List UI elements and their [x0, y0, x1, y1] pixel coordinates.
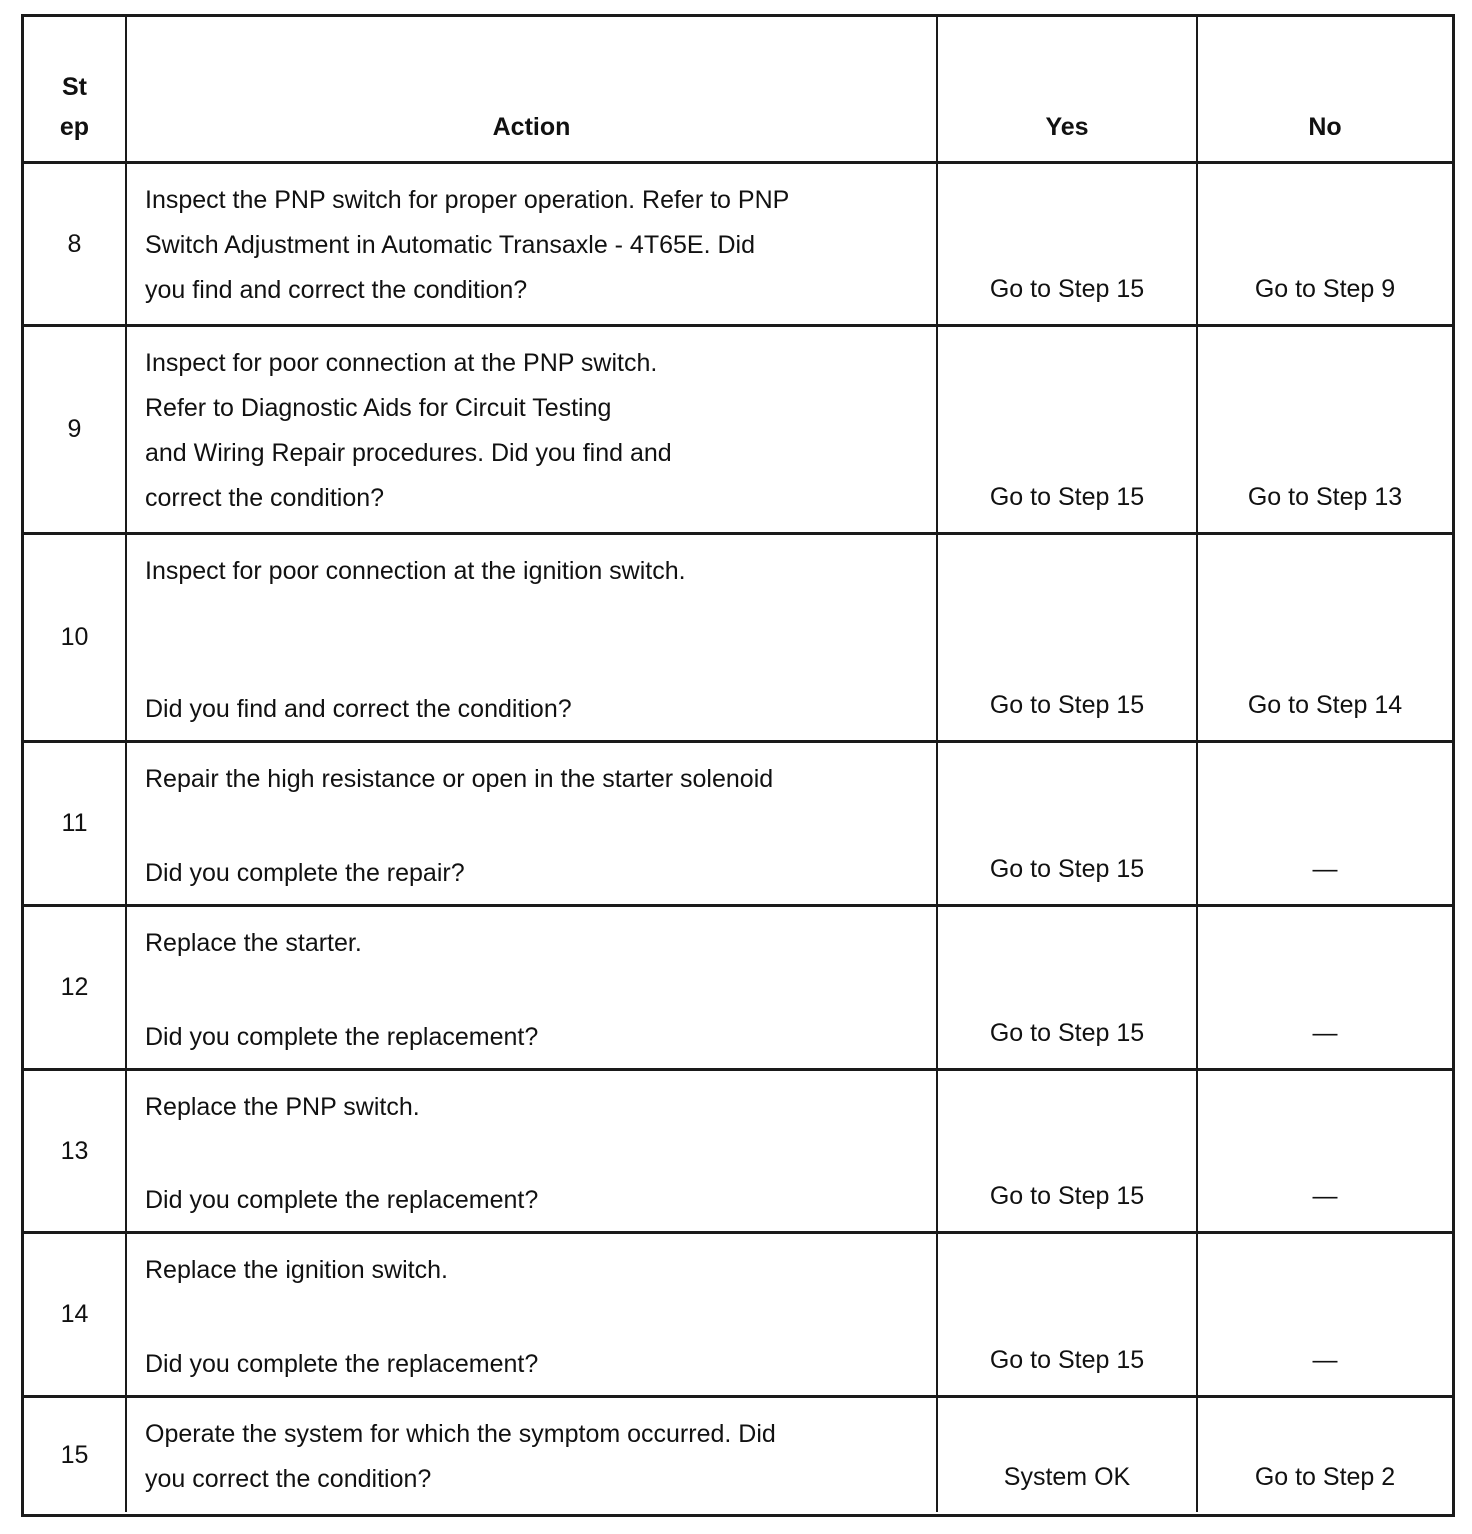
- step-number: 10: [24, 535, 127, 743]
- action-text: Replace the ignition switch.: [145, 1256, 448, 1284]
- action-cell: [127, 743, 938, 907]
- step-number: 15: [24, 1398, 127, 1512]
- yes-result: Go to Step 15: [938, 327, 1198, 535]
- action-cell: [127, 535, 938, 743]
- action-question: Did you complete the repair?: [145, 859, 465, 887]
- yes-result: Go to Step 15: [938, 1234, 1198, 1398]
- action-text: you find and correct the condition?: [145, 276, 528, 304]
- action-text: Repair the high resistance or open in the starter solenoid: [145, 765, 774, 793]
- step-number: 11: [24, 743, 127, 907]
- header-yes: Yes: [938, 17, 1198, 164]
- header-no: No: [1198, 17, 1452, 164]
- action-question: Did you complete the replacement?: [145, 1023, 539, 1051]
- no-result: Go to Step 2: [1254, 1463, 1396, 1491]
- step-number: 14: [24, 1234, 127, 1398]
- action-text: Inspect the PNP switch for proper operation. Refer to PNP: [145, 186, 790, 214]
- action-cell: [127, 327, 938, 535]
- no-result: Go to Step 13: [1198, 327, 1452, 535]
- step-number: 12: [24, 907, 127, 1071]
- action-question: Did you complete the replacement?: [145, 1350, 539, 1378]
- action-text: Switch Adjustment in Automatic Transaxle - 4T65E. Did: [145, 231, 755, 259]
- no-result-dash: —: [1198, 1234, 1452, 1398]
- step-number: 9: [24, 327, 127, 535]
- action-question: Did you complete the replacement?: [145, 1186, 539, 1214]
- no-result: Go to Step 9: [1198, 164, 1452, 327]
- no-result-dash: —: [1198, 1071, 1452, 1234]
- yes-result: Go to Step 15: [938, 1071, 1198, 1234]
- action-text: Inspect for poor connection at the ignition switch.: [145, 557, 686, 585]
- header-action: Action: [127, 17, 938, 164]
- header-step: St ep: [24, 17, 127, 164]
- action-text: you correct the condition?: [145, 1465, 432, 1493]
- yes-result: Go to Step 15: [938, 164, 1198, 327]
- step-number: 13: [24, 1071, 127, 1234]
- no-result-dash: —: [1198, 907, 1452, 1071]
- action-cell: [127, 1398, 938, 1512]
- action-cell: [127, 1234, 938, 1398]
- no-result-dash: —: [1198, 743, 1452, 907]
- diagnostic-table: [21, 14, 1455, 1517]
- step-number: 8: [24, 164, 127, 327]
- action-question: Did you find and correct the condition?: [145, 695, 572, 723]
- action-cell: [127, 907, 938, 1071]
- action-text: Replace the starter.: [145, 929, 362, 957]
- action-text: and Wiring Repair procedures. Did you find and: [145, 439, 672, 467]
- yes-result: Go to Step 15: [938, 743, 1198, 907]
- yes-result: Go to Step 15: [938, 907, 1198, 1071]
- no-result: Go to Step 14: [1198, 535, 1452, 743]
- yes-result: System OK: [938, 1398, 1198, 1512]
- action-cell: [127, 1071, 938, 1234]
- action-cell: [127, 164, 938, 327]
- action-text: correct the condition?: [145, 484, 385, 512]
- action-text: Replace the PNP switch.: [145, 1093, 420, 1121]
- action-text: Refer to Diagnostic Aids for Circuit Testing: [145, 394, 612, 422]
- action-text: Operate the system for which the symptom occurred. Did: [145, 1420, 776, 1448]
- action-text: Inspect for poor connection at the PNP switch.: [145, 349, 658, 377]
- yes-result: Go to Step 15: [938, 535, 1198, 743]
